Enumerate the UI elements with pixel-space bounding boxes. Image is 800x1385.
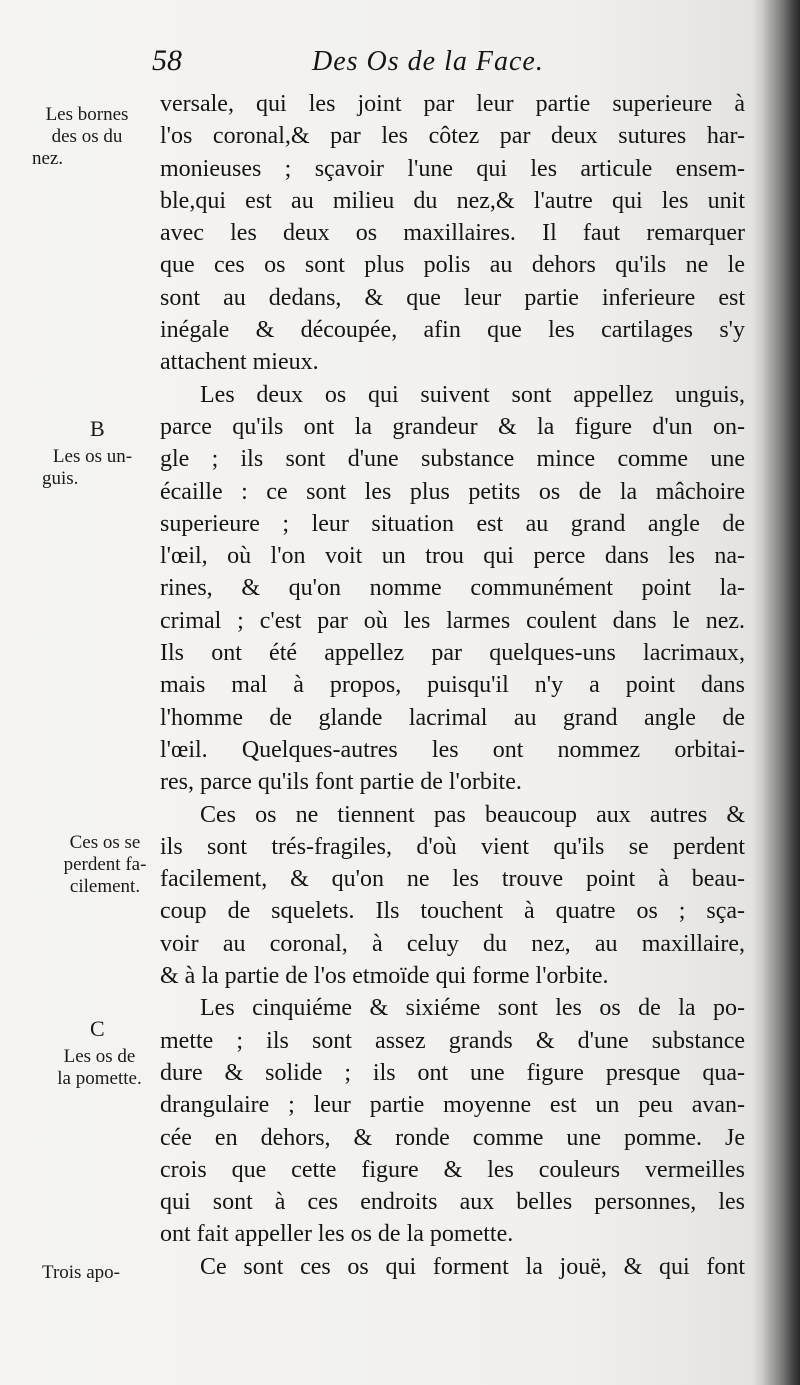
text-line: crimal ; c'est par où les larmes coulent dans le nez.: [160, 607, 745, 634]
margin-letter-b: B: [90, 416, 105, 441]
text-line: Ces os ne tiennent pas beaucoup aux autres &: [200, 801, 745, 828]
margin-note-line: Les os un-: [52, 446, 133, 467]
body-text: [160, 88, 745, 1283]
text-line: mais mal à propos, puisqu'il n'y a point dans: [160, 672, 745, 699]
margin-note-line: Ces os se: [69, 832, 141, 853]
text-line: drangulaire ; leur partie moyenne est un peu avan-: [160, 1092, 745, 1119]
margin-note-perdent: [50, 832, 160, 898]
text-line: versale, qui les joint par leur partie superieure à: [160, 91, 745, 117]
text-line: l'œil, où l'on voit un trou qui perce dans les na-: [160, 543, 745, 570]
text-line: mette ; ils sont assez grands & d'une substance: [160, 1027, 745, 1054]
text-line: dure & solide ; ils ont une figure presque qua-: [160, 1059, 745, 1086]
text-line: superieure ; leur situation est au grand angle de: [160, 510, 745, 537]
text-line: sont au dedans, & que leur partie inferieure est: [160, 284, 745, 311]
text-line: Les deux os qui suivent sont appellez unguis,: [200, 381, 745, 408]
page-gutter-shadow: [762, 0, 800, 1385]
text-line: attachent mieux.: [160, 349, 319, 376]
margin-note-bornes: [22, 104, 152, 170]
text-line: l'os coronal,& par les côtez par deux sutures har-: [160, 123, 745, 150]
text-line: & à la partie de l'os etmoïde qui forme l'orbite.: [160, 963, 609, 990]
text-line: ont fait appeller les os de la pomette.: [160, 1221, 514, 1248]
text-line: coup de squelets. Ils touchent à quatre os ; sça-: [160, 898, 745, 925]
text-line: cée en dehors, & ronde comme une pomme. Je: [160, 1124, 745, 1151]
text-line: Les cinquiéme & sixiéme sont les os de la po-: [200, 995, 745, 1022]
text-line: l'homme de glande lacrimal au grand angle de: [160, 704, 745, 731]
margin-note-unguis: [30, 446, 155, 490]
margin-note-line: la pomette.: [57, 1068, 142, 1089]
text-line: parce qu'ils ont la grandeur & la figure d'un on-: [160, 413, 745, 440]
margin-note-line: guis.: [42, 468, 79, 489]
text-line: avec les deux os maxillaires. Il faut remarquer: [160, 220, 745, 247]
text-line: crois que cette figure & les couleurs vermeilles: [160, 1156, 745, 1183]
text-line: ble,qui est au milieu du nez,& l'autre qui les unit: [160, 187, 745, 214]
running-head: Des Os de la Face.: [312, 46, 544, 77]
margin-note-line: perdent fa-: [63, 854, 147, 875]
margin-note-line: Les os de: [63, 1046, 136, 1067]
margin-note-pomette: [42, 1046, 157, 1090]
text-line: facilement, & qu'on ne les trouve point à beau-: [160, 866, 745, 893]
page-number: 58: [152, 44, 182, 77]
margin-letter-c: C: [90, 1016, 105, 1041]
text-line: que ces os sont plus polis au dehors qu'ils ne le: [160, 252, 745, 279]
text-line: res, parce qu'ils font partie de l'orbite.: [160, 769, 522, 796]
page-header: [152, 44, 752, 88]
text-line: Ce sont ces os qui forment la jouë, & qui font: [200, 1253, 745, 1280]
text-line: Ils ont été appellez par quelques-uns lacrimaux,: [160, 640, 745, 667]
margin-note-line: cilement.: [69, 876, 141, 897]
text-line: qui sont à ces endroits aux belles personnes, les: [160, 1189, 745, 1216]
margin-note-line: des os du: [51, 126, 123, 147]
text-line: l'œil. Quelques-autres les ont nommez orbitai-: [160, 736, 745, 763]
text-line: monieuses ; sçavoir l'une qui les articule ensem-: [160, 155, 745, 182]
text-line: rines, & qu'on nomme communément point la-: [160, 575, 745, 602]
text-line: ils sont trés-fragiles, d'où vient qu'ils se perdent: [160, 833, 745, 860]
text-line: gle ; ils sont d'une substance mince comme une: [160, 446, 745, 473]
margin-note-line: nez.: [32, 148, 64, 169]
margin-note-trois: Trois apo-: [42, 1262, 120, 1283]
text-line: écaille : ce sont les plus petits os de la mâchoire: [160, 478, 745, 505]
text-line: inégale & découpée, afin que les cartilages s'y: [160, 317, 745, 344]
text-line: voir au coronal, à celuy du nez, au maxillaire,: [160, 930, 745, 957]
margin-note-line: Les bornes: [45, 104, 129, 125]
